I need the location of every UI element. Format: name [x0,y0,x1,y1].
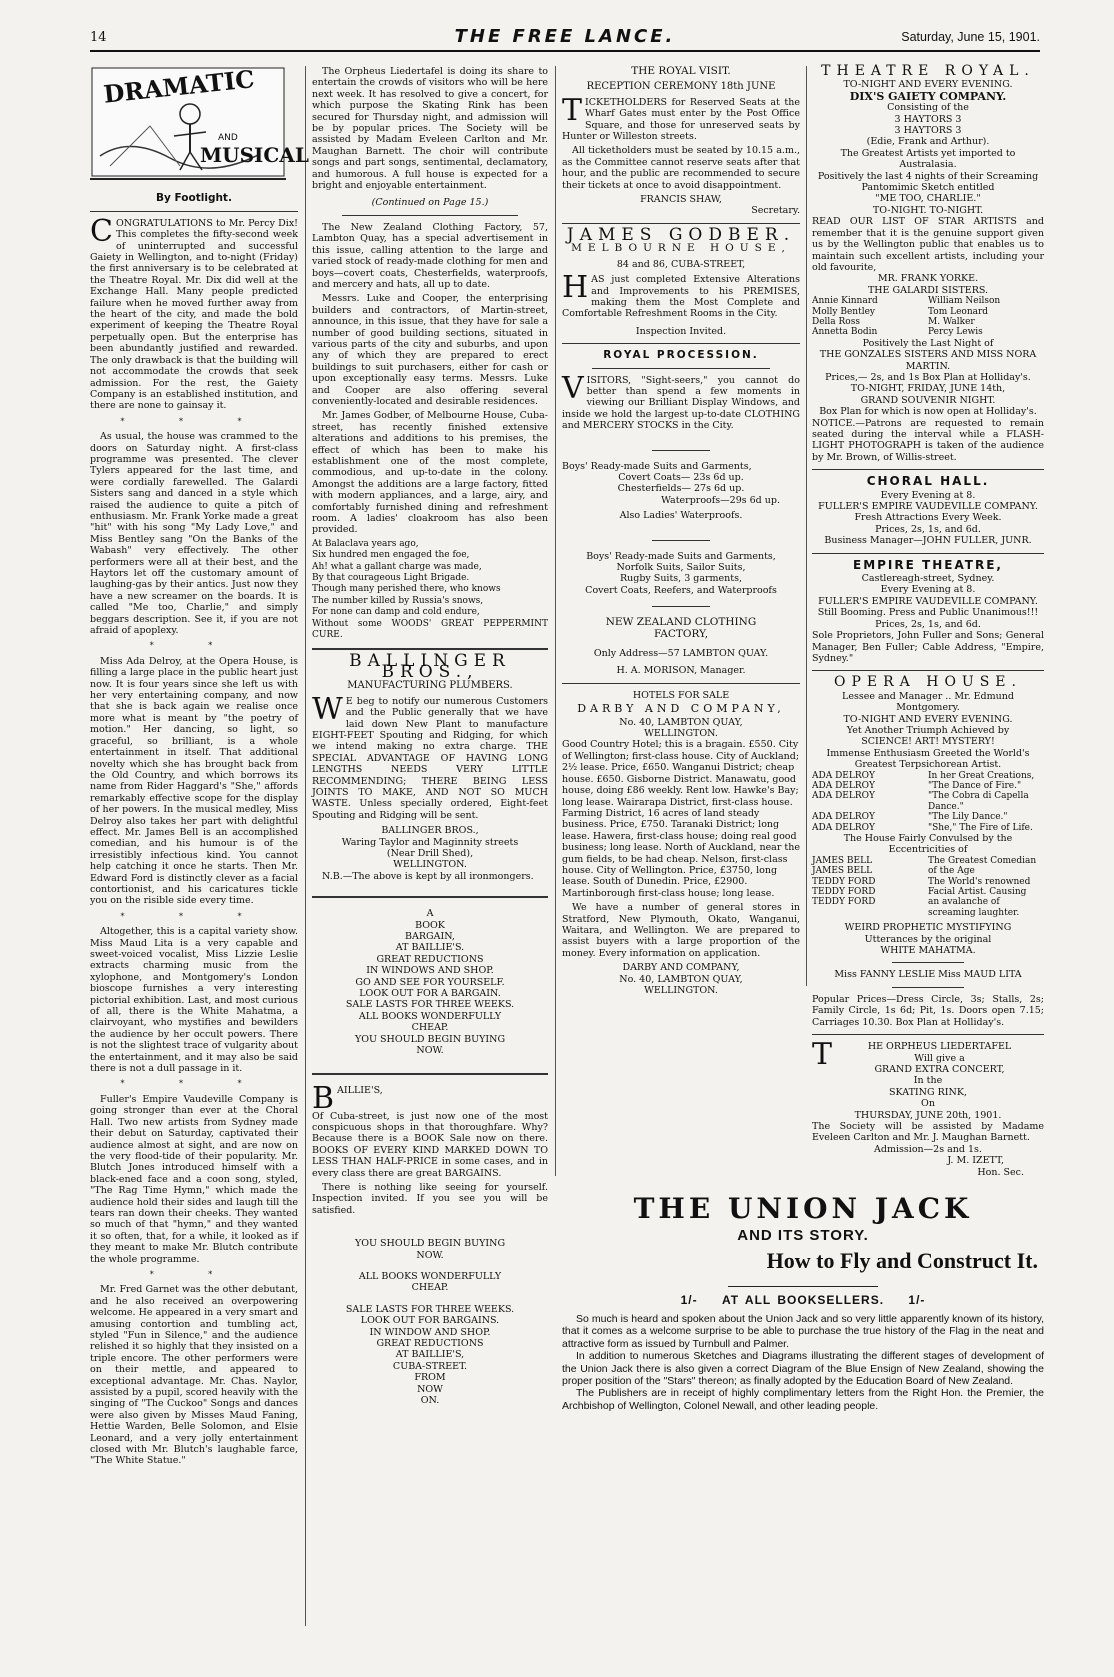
drop-cap: V [562,370,584,406]
paragraph: Miss Ada Delroy, at the Opera House, is filling a large place in the public heart just now. It is four years since she left us with her very entertaining company, and now that she is back again we realise once more what is meant by "the poetry of motion." Her dancing, so light, so graceful, so brilliant, is a whole entertainment in itself. That additional novelty which she has brought back from the Old Country, and which borrows its name from Rider Haggard's "She," affords remarkably effective scope for the display of her powers. In the musical medley, Miss Delroy also takes her part with delightful effect. Mr. James Bell is an accomplished comedian, and his humour is of the irresistibly infectious kind. You cannot help catching it once he starts. Then Mr. Edward Ford is distinctly clever as a facial contortionist, and his caricatures tickle you on the risible side every time. [90,655,298,907]
paragraph: We have a number of general stores in Stratford, New Plymouth, Okato, Wanganui, Waitara, and Wellington. We are prepared to assist buyers with a large proportion of the money. Every information on application. [562,902,800,959]
divider [562,343,800,344]
drop-cap: T [812,1037,833,1073]
divider [812,469,1044,470]
boys-line: Covert Coats, Reefers, and Waterproofs [585,584,777,596]
delroy-act: In her Great Creations, [928,770,1035,781]
page-number: 14 [90,30,107,45]
poem-line: Though many perished there, who knows [312,584,501,595]
theatre-line: Positively the last 4 nights of their Screaming Pantomimic Sketch entitled [817,170,1039,194]
procession-heading: ROYAL PROCESSION. [603,349,759,362]
delroy-name: ADA DELROY [812,770,875,781]
ad-line: LOOK OUT FOR BARGAINS. [360,1315,500,1327]
nzcf-manager: H. A. MORISON, Manager. [616,665,746,677]
masthead-title: THE FREE LANCE. [454,26,676,47]
section-stars: * * * [120,911,268,921]
divider [312,1073,548,1075]
bell-name: TEDDY FORD [812,887,876,898]
continued-note: (Continued on Page 15.) [371,197,489,209]
nzcf-address: Only Address—57 LAMBTON QUAY. [593,648,769,660]
godber-house: MELBOURNE HOUSE, [571,242,791,255]
ad-line: CUBA-STREET. [392,1360,468,1372]
theatre-line: DIX'S GAIETY COMPANY. [849,89,1007,103]
logo-musical: MUSICAL [200,143,309,167]
ad-line: BOOK [415,919,445,931]
paragraph: So much is heard and spoken about the Union Jack and so very little apparently known of its history, that it comes as a welcome surprise to be able to purchase the true history of the Flag in the neat and attractive form as issued by Turnbull and Palmer. [562,1313,1044,1350]
column-dramatic [90,64,309,1606]
delroy-name: ADA DELROY [812,812,875,823]
hotels-heading: HOTELS FOR SALE [632,689,730,701]
coat-price: Chesterfields— 27s 6d up. [617,483,745,495]
baillie-tail [312,1238,548,1406]
ad-line: NOW. [416,1249,444,1261]
poem-line: Without some WOODS' GREAT PEPPERMINT CURE. [312,618,548,641]
sig-line: Waring Taylor and Maginnity streets [341,836,519,848]
section-stars: * * * [120,416,268,426]
divider [562,683,800,684]
issue-date: Saturday, June 15, 1901. [901,30,1040,44]
opera-line: Utterances by the original [864,933,992,945]
byline: By Footlight. [156,192,232,205]
divider [728,1286,878,1287]
spacer [312,1261,548,1271]
ballinger-subtitle: MANUFACTURING PLUMBERS. [347,680,513,692]
opera-line: TO-NIGHT AND EVERY EVENING. [843,713,1013,725]
theatre-line: TO-NIGHT, FRIDAY, JUNE 14th, [850,383,1006,395]
divider [652,450,710,451]
bell-name: TEDDY FORD [812,876,876,887]
boys-suits: Boys' Ready-made Suits and Garments, [562,460,752,472]
theatre-line: MR. FRANK YORKE. [877,273,979,285]
opera-line: Immense Enthusiasm Greeted the World's Greatest Terpsichorean Artist. [826,747,1030,771]
bell-desc: The World's renowned [928,876,1031,887]
ad-line: BARGAIN, [405,931,455,943]
orpheus-signature: J. M. IZETT, [947,1155,1004,1167]
coat-price: Waterproofs—29s 6d up. [661,494,780,506]
theatre-line: Consisting of the [887,102,969,114]
orpheus-line: Will give a [914,1052,965,1064]
paragraph: Mr. Fred Garnet was the other debutant, and he also received an overpowering welcome. He appeared in a very smart and amusing contortion and tumbling act, styled "Fun in Silence," and the audience relished it so highly that they insisted on a triple encore. The other performers were on their mettle, and appeared to exceptional advantage. Mr. Chas. Naylor, assisted by a pupil, scored heavily with the singing of "The Cuckoo" Songs and dances were also given by Misses Maud Faning, Hettie Warden, Belle Solomon, and Elsie Leonard, and a very jolly entertainment closed with Mr. Blutch's laughable farce, "The White Statue." [90,1284,298,1467]
paragraph: E beg to notify our numerous Customers and the Public generally that we have laid down New Plant to manufacture EIGHT-FEET Spouting and Ridging, for which we intend making no extra charge. THE SPECIAL ADVANTAGE OF HAVING LONG LENGTHS NEEDS VERY LITTLE RECOMMENDING; THERE BEING LESS JOINTS TO MAKE, AND NOT SO MUCH WASTE. Unless specially ordered, Eight-feet Spouting and Ridging will be sent. [312,695,548,821]
theatre-line: READ OUR LIST OF STAR ARTISTS and remember that it is the genuine support given us by the Wellington public that enables us to maintain such excellent artists, including your old favourite, [812,216,1044,273]
divider [812,553,1044,554]
orpheus-signature: Hon. Sec. [977,1166,1024,1178]
bell-ford-list [812,856,1044,918]
theatre-line: "ME TOO, CHARLIE." [875,193,981,205]
theatre-royal-title: THEATRE ROYAL. [821,63,1035,79]
poem-line: At Balaclava years ago, [312,538,419,549]
paragraph: Messrs. Luke and Cooper, the enterprising builders and contractors, of Martin-street, announce, in this issue, that they have for sale a number of good building sections, situated in various parts of the city and suburbs, and upon any of which they are prepared to erect buildings to suit purchasers, either for cash or upon exceptionally easy terms. Messrs. Luke and Cooper are also offering several conveniently-located and desirable residences. [312,293,548,407]
performer: Tom Leonard [928,306,989,317]
ad-line: GREAT REDUCTIONS [376,953,484,965]
performer-list [812,296,1044,338]
sig-line: (Near Drill Shed), [386,848,474,859]
paragraph: ONGRATULATIONS to Mr. Percy Dix! This completes the fifty-second week of uninterrupted and successful Gaiety in Wellington, and to-night (Friday) the first anniversary is to be celebrated at the Theatre Royal. Mr. Dix did well at the Exchange Hall. Many people predicted failure when he moved further away from the heart of the city, and made the bold experiment of keeping the Theatre Royal perpetually open. But the enterprise has been abundantly justified and rewarded. The only drawback is that the building will not accommodate the crowds that seek admission. For the rest, the Gaiety Company is an established institution, and there are none to gainsay it. [90,217,298,412]
ballinger-signature [312,825,548,871]
bell-desc: an avalanche of screaming laughter. [928,897,1020,918]
theatre-line: 3 HAYTORS 3 [894,125,962,137]
paragraph: ICKETHOLDERS for Reserved Seats at the Wharf Gates must enter by the Post Office Square, and those for unreserved seats by Hunter or Willeston streets. [562,96,800,143]
ad-line: IN WINDOWS AND SHOP. [366,965,494,977]
divider [562,223,800,224]
sig-line: BALLINGER BROS., [381,825,479,837]
paragraph: There is nothing like seeing for yourself. Inspection invited. If you see you will be satisfied. [312,1181,548,1216]
theatre-line: GRAND SOUVENIR NIGHT. [860,394,996,406]
darby-address: WELLINGTON. [644,728,718,740]
divider [342,215,518,216]
hotel-listing: Good Country Hotel; this is a bragain. £550. City of Wellington; first-class house. City of Auckland; 2½ lease. Price, £650. Wanganui District; cheap house. £650. Gisborne District. Manawatu, good house, doing £86 weekly. Rent low. Hawke's Bay; long lease. Wairarapa District, first-class house. Farming District, 16 acres of land steady business. Price, £750. Taranaki District; long lease. Hawera, first-class house; doing real good business; long lease. North of Auckland, near the gum fields, to be had cheap. Nelson, first-class house. City of Wellington. Price, £3750, long lease. South of Dunedin. Price, £2900. Martinborough first-class house; long lease. [562,739,800,899]
paragraph: All ticketholders must be seated by 10.15 a.m., as the Committee cannot reserve seats after that hour, and the public are recommended to secure their tickets at once to avoid disappointment. [562,145,800,191]
section-stars: * * [149,1269,239,1279]
divider [652,606,710,607]
performer: Annie Kinnard [812,296,878,307]
divider [652,540,710,541]
price-line [562,1293,1044,1307]
bell-desc: Facial Artist. Causing [928,887,1027,898]
choral-line: FULLER'S EMPIRE VAUDEVILLE COMPANY. [818,501,1038,513]
opera-line: Lessee and Manager .. Mr. Edmund Montgomery. [842,690,1014,714]
ad-line: LOOK OUT FOR A BARGAIN. [359,988,501,1000]
godber-address: 84 and 86, CUBA-STREET, [616,258,746,270]
paragraph: AILLIE'S, [337,1084,383,1096]
peppermint-poem [312,539,548,642]
godber-inspection: Inspection Invited. [635,325,727,337]
poem-line: The number killed by Russia's snows, [312,595,484,606]
reception-heading: RECEPTION CEREMONY 18th JUNE [586,81,776,93]
ladies-waterproofs: Also Ladies' Waterproofs. [619,510,743,522]
price-left: 1/- [680,1293,698,1307]
drop-cap: C [90,213,113,249]
theatre-line: THE GALARDI SISTERS. [867,284,989,296]
divider [312,648,548,650]
union-jack-headline: How to Fly and Construct It. [766,1248,1038,1273]
orpheus-line: SKATING RINK, [889,1086,967,1098]
ad-line: ON. [420,1395,440,1407]
empire-line: Still Booming. Press and Public Unanimous!!! [817,607,1039,619]
ad-line: GO AND SEE FOR YOURSELF. [355,976,505,988]
ad-line: CHEAP. [411,1022,449,1034]
theatre-line: Box Plan for which is now open at Holliday's. [819,406,1037,418]
paragraph: The New Zealand Clothing Factory, 57, Lambton Quay, has a special advertisement in this issue, calling attention to the large and varied stock of ready-made clothing for men and boys—covert coats, Chesterfields, waterproofs, and mercery and hats, all up to date. [312,221,548,290]
ad-line: CHEAP. [411,1282,449,1294]
drop-cap: H [562,270,589,306]
column-divider [555,66,556,1176]
nzcf-title: NEW ZEALAND CLOTHING FACTORY, [605,616,757,640]
orpheus-paragraph: The Society will be assisted by Madame Eveleen Carlton and Mr. J. Maughan Barnett. [812,1120,1044,1144]
opera-line: Yet Another Triumph Achieved by [846,724,1010,736]
ad-line: AT BAILLIE'S. [395,942,465,954]
theatre-line: TO-NIGHT. TO-NIGHT. [872,204,984,216]
ad-line: ALL BOOKS WONDERFULLY [358,1270,502,1282]
ad-line: NOW [417,1383,443,1395]
paragraph: Fuller's Empire Vaudeville Company is going stronger than ever at the Choral Hall. Two new artists from Sydney made their debut on Saturday, captivated their audience almost at sight, and are now on the very flood-tide of their popularity. Mr. Blutch Jones introduced himself with a black-ened face and a coon song, styled, "The Rag Time Hymn," which made the audience hold their sides and laugh till the tears ran down their cheeks. They wanted so much of that "hymn," and they wanted it so often, that, for a while, it looked as if they meant to make Mr. Blutch contribute the whole programme. [90,1093,298,1265]
column-divider [806,66,807,986]
ad-line: GREAT REDUCTIONS [376,1338,484,1349]
spacer [312,1294,548,1304]
divider [892,987,964,988]
paragraph: The Publishers are in receipt of highly complimentary letters from the Right Hon. the Premier, the Archbishop of Wellington, Colonel Newall, and other leading people. [562,1387,1044,1412]
empire-line: Castlereagh-street, Sydney. [861,573,995,585]
bell-desc: The Greatest Comedian [928,855,1037,866]
choral-line: Business Manager—JOHN FULLER, JUNR. [824,535,1032,547]
ad-line: AT BAILLIE'S, [395,1349,465,1361]
orpheus-line: HE ORPHEUS LIEDERTAFEL [867,1041,1012,1053]
divider [312,896,548,898]
paragraph: AS just completed Extensive Alterations and Improvements to his PREMISES, making them the Most Complete and Comfortable Refreshment Rooms in the City. [562,274,800,320]
ad-line: A [426,908,434,920]
empire-line: Every Evening at 8. [880,584,976,596]
paragraph: As usual, the house was crammed to the doors on Saturday night. A first-class programme was presented. The clever Tylers appeared for the last time, and were cordially farewelled. The Galardi Sisters sang and danced in a style which raised the audience to quite a pitch of enthusiasm. Mr. Frank Yorke made a great "hit" with his song "My Lady Love," and Miss Bentley sang "On the Banks of the Wabash" very effectively. The other performers were all at their best, and the Haytors let off the customary amount of laughing-gas by their antics. Just now they have a new screamer on the boards. It is called "Me too, Charlie," and simply beggars description. See it, if you are not afraid of apoplexy. [90,431,298,637]
dramatic-musical-illustration [90,64,309,180]
price-right: 1/- [908,1293,926,1307]
divider [812,1034,1044,1035]
poem-line: Six hundred men engaged the foe, [312,550,470,561]
union-jack-subtitle: AND ITS STORY. [737,1227,869,1244]
paragraph: ISITORS, "Sight-seers," you cannot do better than spend a few moments in viewing our Brilliant Display Windows, and inside we hold the largest up-to-date CLOTHING and MERCERY STOCKS in the City. [562,374,800,432]
darby-signature: DARBY AND COMPANY, [622,962,740,974]
paragraph: Of Cuba-street, is just now one of the most conspicuous shops in that thoroughfare. Why? Because there is a BOOK Sale now on there. BOOKS OF EVERY KIND MARKED DOWN TO LESS THAN HALF-PRICE in some cases, and in every class there are great BARGAINS. [312,1110,548,1179]
performer: Percy Lewis [928,327,983,338]
divider [892,962,964,963]
delroy-name: ADA DELROY [812,791,875,802]
section-stars: * * * [120,1079,268,1089]
delroy-act: "She," The Fire of Life. [928,822,1033,833]
theatre-line: Positively the Last Night of [862,337,994,349]
opera-line: WEIRD PROPHETIC MYSTIFYING [844,922,1012,934]
column-ads-mid [562,66,800,1181]
union-jack-advert [562,1192,1044,1412]
section-stars: * * [149,641,239,651]
delroy-name: ADA DELROY [812,822,875,833]
ad-line: FROM [414,1372,446,1384]
theatre-line: NOTICE.—Patrons are requested to remain seated during the interval while a FLASH-LIGHT PHOTOGRAPH is taken of the audience by Mr. Brown, of Willis-street. [812,417,1044,463]
opera-prices: Popular Prices—Dress Circle, 3s; Stalls, 2s; Family Circle, 1s 6d; Pit, 1s. Doors open 7.15; Carriages 10.30. Box Plan at Holliday's. [812,993,1044,1028]
ad-line: ALL BOOKS WONDERFULLY [358,1010,502,1022]
darby-signature: WELLINGTON. [644,985,718,996]
drop-cap: B [312,1080,335,1116]
paragraph: Altogether, this is a capital variety show. Miss Maud Lita is a very capable and sweet-voiced vocalist, Miss Lizzie Leslie extracts charming music from the xylophone, and Montgomery's London bioscope furnishes a very interesting pictorial exhibition. Last, and most curious of all, there is the White Mahatma, a clairvoyant, who mystifies and bewilders the audience by her occult powers. There is not the slightest trace of vulgarity about the entertainment, and it may also be said there is not a dull passage in it. [90,926,298,1075]
performer: M. Walker [928,316,975,327]
drop-cap: T [562,92,583,128]
performer: Molly Bentley [812,306,875,317]
empire-theatre-title: EMPIRE THEATRE, [853,557,1003,572]
delroy-name: ADA DELROY [812,780,875,791]
orpheus-admission: Admission—2s and 1s. [874,1143,982,1155]
performer: Annetta Bodin [812,327,878,338]
paragraph: N.B.—The above is kept by all ironmongers. [322,870,534,882]
theatre-line: Prices,— 2s, and 1s Box Plan at Holliday's. [825,371,1031,383]
royal-visit-heading: THE ROYAL VISIT. [631,65,731,77]
poem-line: For none can damp and cold endure, [312,607,480,618]
poem-line: By that courageous Light Brigade. [312,573,470,584]
delroy-act: "The Cobra di Capella Dance." [928,791,1029,812]
orpheus-line: GRAND EXTRA CONCERT, [874,1063,1005,1075]
ad-line: YOU SHOULD BEGIN BUYING [354,1033,506,1045]
column-notes [312,66,548,1606]
paragraph: The Orpheus Liedertafel is doing its share to entertain the crowds of visitors who will be here next week. It has resolved to give a concert, for which purpose the Skating Rink has been secured for Thursday night, and admission will be by popular prices. The Society will be assisted by Madam Eveleen Carlton and Mr. Maughan Barnett. The choir will contribute songs and part songs, sentimental, declamatory, and humorous. A full house is expected for a bright and enjoyable entertainment. [312,66,548,192]
choral-hall-title: CHORAL HALL. [866,474,990,489]
delroy-act: "The Dance of Fire." [928,780,1022,791]
theatre-line: THE GONZALES SISTERS AND MISS NORA MARTIN. [819,349,1037,372]
union-jack-body [562,1313,1044,1412]
choral-line: Every Evening at 8. [880,489,976,501]
divider [90,211,298,212]
opera-line: WHITE MAHATMA. [880,945,976,957]
paragraph: Mr. James Godber, of Melbourne House, Cuba-street, has recently finished extensive alterations and additions to his premises, the effect of which has been to make his establishment one of the most complete, commodious, and up-to-date in the colony. Amongst the additions are a large factory, fitted with modern appliances, and a large, airy, and comfortably furnished dining and refreshment room. A ladies' cloakroom has also been provided. [312,410,548,536]
poem-line: Ah! what a gallant charge was made, [312,561,482,572]
choral-line: Fresh Attractions Every Week. [854,512,1002,524]
logo-dramatic: DRAMATIC [102,64,256,109]
boys-line: Norfolk Suits, Sailor Suits, [616,562,746,573]
bell-desc: of the Age [928,866,975,877]
coat-price: Covert Coats— 23s 6d up. [618,471,744,483]
sig-line: WELLINGTON. [393,859,467,871]
performer: Della Ross [812,316,860,327]
tickets-signature-title: Secretary. [751,205,800,217]
column-divider [305,66,306,1626]
bell-name: TEDDY FORD [812,897,876,908]
opera-house-title: OPERA HOUSE. [834,674,1022,691]
bell-name: JAMES BELL [812,866,873,877]
godber-title: JAMES GODBER. [566,224,796,245]
delroy-act: "The Lily Dance." [928,812,1008,823]
orpheus-line: On [921,1098,935,1110]
bell-name: JAMES BELL [812,855,873,866]
page-header [90,28,1040,52]
ad-line: SALE LASTS FOR THREE WEEKS. [345,999,515,1011]
column-theatres [812,63,1044,1178]
empire-line: FULLER'S EMPIRE VAUDEVILLE COMPANY. [818,595,1038,607]
union-jack-title: THE UNION JACK [633,1192,973,1225]
choral-line: Prices, 2s, 1s, and 6d. [875,523,981,535]
theatre-line: (Edie, Frank and Arthur). [866,136,990,148]
opera-line: Miss FANNY LESLIE Miss MAUD LITA [834,969,1022,981]
ad-line: NOW. [416,1045,444,1057]
empire-line: Sole Proprietors, John Fuller and Sons; General Manager, Ben Fuller; Cable Address, "Empire, Sydney." [812,630,1044,664]
theatre-line: The Greatest Artists yet imported to Australasia. [840,147,1016,171]
paragraph: In addition to numerous Sketches and Diagrams illustrating the different stages of development of the Union Jack there is also given a correct Diagram of the Blue Ensign of New Zealand, showing the proper position of the "Stars" thereon; as finally adopted by the Education Board of New Zealand. [562,1350,1044,1388]
opera-line: The House Fairly Convulsed by the Eccentricities of [843,833,1013,856]
theatre-line: TO-NIGHT AND EVERY EVENING. [843,79,1013,91]
delroy-list [812,771,1044,833]
logo-and: AND [218,133,238,143]
ad-line: IN WINDOW AND SHOP. [369,1326,491,1338]
opera-line: SCIENCE! ART! MYSTERY! [861,736,995,748]
ad-line: SALE LASTS FOR THREE WEEKS. [345,1303,515,1315]
drop-cap: W [312,691,343,727]
ad-line: YOU SHOULD BEGIN BUYING [354,1238,506,1250]
orpheus-line: THURSDAY, JUNE 20th, 1901. [854,1109,1002,1121]
divider [812,670,1044,671]
divider [592,368,770,369]
darby-signature: No. 40, LAMBTON QUAY, [619,973,743,985]
book-bargain-ad [312,908,548,1056]
boys-line: Boys' Ready-made Suits and Garments, [586,550,776,562]
orpheus-line: In the [913,1075,943,1087]
darby-title: DARBY AND COMPANY, [577,702,785,716]
ballinger-title: BALLINGER BROS., [349,650,511,682]
empire-line: Prices, 2s, 1s, and 6d. [875,618,981,630]
price-middle: AT ALL BOOKSELLERS. [721,1293,885,1307]
boys-line: Rugby Suits, 3 garments, [619,573,743,585]
tickets-signature: FRANCIS SHAW, [640,194,722,206]
theatre-line: 3 HAYTORS 3 [894,113,962,125]
darby-address: No. 40, LAMBTON QUAY, [619,716,743,728]
performer: William Neilson [928,296,1001,307]
